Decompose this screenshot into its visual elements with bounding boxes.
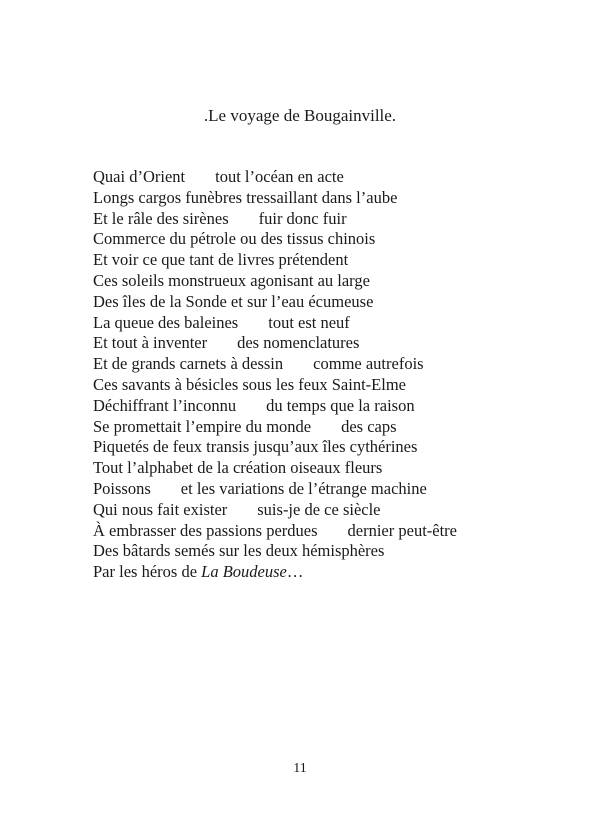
poem-line [93, 396, 457, 417]
poem-line-last [93, 562, 457, 583]
poem-line-segment: suis-je de ce siècle [257, 499, 381, 519]
poem-title: .Le voyage de Bougainville. [203, 106, 397, 125]
poem-line-segment: Et tout à inventer [93, 333, 208, 353]
poem-line-segment: Déchiffrant l’inconnu [93, 395, 237, 415]
poem-line-segment: Et de grands carnets à dessin [93, 354, 284, 374]
poem-line [93, 167, 457, 188]
poem-line [93, 541, 457, 562]
poem-line-segment: Piquetés de feux transis jusqu’aux îles cythérines [93, 437, 418, 457]
poem-line-segment: tout est neuf [268, 312, 350, 332]
poem-line-segment: et les variations de l’étrange machine [180, 478, 427, 498]
poem-line [93, 500, 457, 521]
poem-line-segment: Quai d’Orient [93, 167, 186, 186]
poem-line [93, 521, 457, 542]
poem-line-segment: comme autrefois [313, 354, 424, 374]
poem-line [93, 271, 457, 292]
poem-line-segment: Commerce du pétrole ou des tissus chinois [93, 229, 376, 249]
poem-line-segment: Tout l’alphabet de la création oiseaux fleurs [93, 458, 383, 478]
ellipsis: … [286, 562, 304, 582]
poem-line-segment: La queue des baleines [93, 312, 239, 332]
poem-line-segment: Des îles de la Sonde et sur l’eau écumeuse [93, 291, 374, 311]
poem-line [93, 458, 457, 479]
poem-line-segment: dernier peut-être [347, 520, 458, 540]
poem-line [93, 375, 457, 396]
poem-line-segment: Des bâtards semés sur les deux hémisphères [93, 541, 385, 561]
poem-line [93, 188, 457, 209]
poem-line [93, 437, 457, 458]
poem-line-segment: Se promettait l’empire du monde [93, 416, 312, 436]
poem-line-segment: des nomenclatures [237, 333, 360, 353]
poem-line [93, 292, 457, 313]
poem-line-segment: du temps que la raison [266, 395, 415, 415]
poem-line [93, 354, 457, 375]
ship-name-italic: La Boudeuse [201, 562, 287, 582]
poem-line-segment: Qui nous fait exister [93, 499, 228, 519]
poem-line [93, 209, 457, 230]
poem-line-segment: Poissons [93, 478, 151, 498]
poem-line-segment: tout l’océan en acte [215, 167, 344, 186]
poem-line-segment: Par les héros de [93, 562, 202, 582]
poem-line [93, 333, 457, 354]
poem-line [93, 417, 457, 438]
poem-line [93, 229, 457, 250]
page-number: 11 [293, 761, 307, 776]
poem-line [93, 250, 457, 271]
poem-line [93, 479, 457, 500]
poem-line [93, 313, 457, 334]
poem-body [93, 167, 457, 583]
poem-line-segment: Ces soleils monstrueux agonisant au large [93, 270, 370, 290]
poem-line-segment: Et voir ce que tant de livres prétendent [93, 250, 349, 270]
poem-line-segment: fuir donc fuir [258, 208, 347, 228]
poem-line-segment: Longs cargos funèbres tressaillant dans l’aube [93, 187, 398, 207]
poem-line-segment: des caps [341, 416, 397, 436]
poem-line-segment: Ces savants à bésicles sous les feux Saint-Elme [93, 374, 406, 394]
poem-line-segment: Et le râle des sirènes [93, 208, 229, 228]
poem-line-segment: À embrasser des passions perdues [93, 520, 318, 540]
